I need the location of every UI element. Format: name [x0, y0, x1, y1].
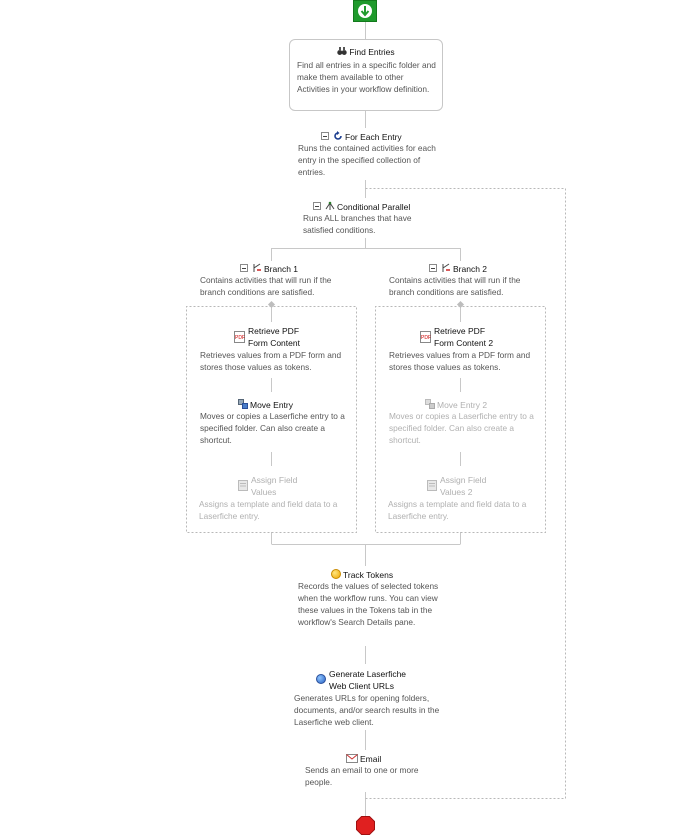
start-arrow-icon — [354, 1, 376, 21]
retrieve-pdf-title-line2: Form Content — [248, 338, 300, 348]
move-entry-2-description: Moves or copies a Laserfiche entry to a specified folder. Can also create a shortcut. — [389, 411, 534, 445]
branch-icon — [441, 263, 451, 273]
for-each-entry-title: For Each Entry — [345, 132, 402, 142]
find-entries-activity[interactable] — [289, 39, 443, 111]
end-node[interactable] — [356, 816, 375, 835]
for-each-entry-description: Runs the contained activities for each entry in the specified collection of entries. — [298, 143, 436, 177]
email-icon — [346, 753, 358, 763]
generate-web-client-urls-activity[interactable] — [293, 668, 443, 728]
branch-2-title: Branch 2 — [453, 264, 488, 274]
branch-2-description: Contains activities that will run if the branch conditions are satisfied. — [389, 275, 521, 297]
assign-field-values-activity[interactable] — [198, 474, 348, 522]
branch-1[interactable] — [198, 263, 348, 298]
binoculars-icon — [337, 46, 347, 56]
assign-field-title-line2: Values — [251, 487, 277, 497]
email-description: Sends an email to one or more people. — [305, 765, 419, 787]
collapse-toggle[interactable] — [240, 264, 248, 272]
email-title: Email — [360, 754, 382, 764]
find-entries-title: Find Entries — [349, 47, 395, 57]
conditional-parallel-description: Runs ALL branches that have satisfied conditions. — [303, 213, 412, 235]
track-tokens-activity[interactable] — [296, 569, 446, 628]
retrieve-pdf-2-title-line2: Form Content 2 — [434, 338, 494, 348]
pdf-icon — [234, 331, 245, 343]
retrieve-pdf-2-description: Retrieves values from a PDF form and stores those values as tokens. — [389, 350, 531, 372]
generate-urls-description: Generates URLs for opening folders, documents, and/or search results in the Laserfiche web client. — [294, 693, 440, 727]
globe-icon — [316, 674, 326, 684]
assign-field-2-title-line2: Values 2 — [440, 487, 473, 497]
move-entry-description: Moves or copies a Laserfiche entry to a specified folder. Can also create a shortcut. — [200, 411, 345, 445]
svg-text:PDF: PDF — [421, 335, 431, 341]
retrieve-pdf-description: Retrieves values from a PDF form and stores those values as tokens. — [200, 350, 342, 372]
branch-1-description: Contains activities that will run if the branch conditions are satisfied. — [200, 275, 332, 297]
collapse-toggle[interactable] — [321, 132, 329, 140]
move-entry-2-activity[interactable] — [387, 399, 537, 446]
for-each-entry-activity[interactable] — [296, 131, 446, 178]
retrieve-pdf-2-title-line1: Retrieve PDF — [434, 326, 486, 336]
assign-fields-icon — [427, 480, 437, 491]
conditional-parallel-activity[interactable] — [302, 201, 442, 236]
move-entry-activity[interactable] — [198, 399, 348, 446]
assign-field-title-line1: Assign Field — [251, 475, 298, 485]
branch-2[interactable] — [387, 263, 537, 298]
retrieve-pdf-title-line1: Retrieve PDF — [248, 326, 300, 336]
track-tokens-description: Records the values of selected tokens when the workflow runs. You can view these values in the Tokens tab in the workflow's Search Details pane. — [298, 581, 439, 627]
move-entry-title: Move Entry — [250, 400, 293, 410]
conditional-parallel-title: Conditional Parallel — [337, 202, 411, 212]
retrieve-pdf-form-content-2-activity[interactable] — [387, 325, 537, 373]
assign-field-2-description: Assigns a template and field data to a Laserfiche entry. — [388, 499, 527, 521]
track-tokens-title: Track Tokens — [343, 570, 394, 580]
generate-urls-title-line2: Web Client URLs — [329, 681, 395, 691]
branch-1-title: Branch 1 — [264, 264, 299, 274]
move-entry-icon — [238, 399, 248, 409]
token-icon — [331, 569, 341, 579]
stop-octagon-icon — [357, 817, 375, 835]
collapse-toggle[interactable] — [429, 264, 437, 272]
assign-fields-icon — [238, 480, 248, 491]
assign-field-2-title-line1: Assign Field — [440, 475, 487, 485]
collapse-toggle[interactable] — [313, 202, 321, 210]
retrieve-pdf-form-content-activity[interactable] — [198, 325, 348, 373]
start-node[interactable] — [353, 0, 377, 22]
find-entries-description: Find all entries in a specific folder and make them available to other Activities in your workflow definition. — [297, 60, 436, 94]
branch-icon — [252, 263, 262, 273]
svg-text:PDF: PDF — [235, 335, 245, 341]
loop-icon — [333, 131, 343, 141]
generate-urls-title-line1: Generate Laserfiche — [329, 669, 407, 679]
move-entry-2-title: Move Entry 2 — [437, 400, 488, 410]
email-activity[interactable] — [303, 753, 433, 788]
assign-field-values-2-activity[interactable] — [387, 474, 537, 522]
parallel-icon — [325, 201, 335, 211]
pdf-icon — [420, 331, 431, 343]
assign-field-description: Assigns a template and field data to a Laserfiche entry. — [199, 499, 338, 521]
move-entry-icon — [425, 399, 435, 409]
